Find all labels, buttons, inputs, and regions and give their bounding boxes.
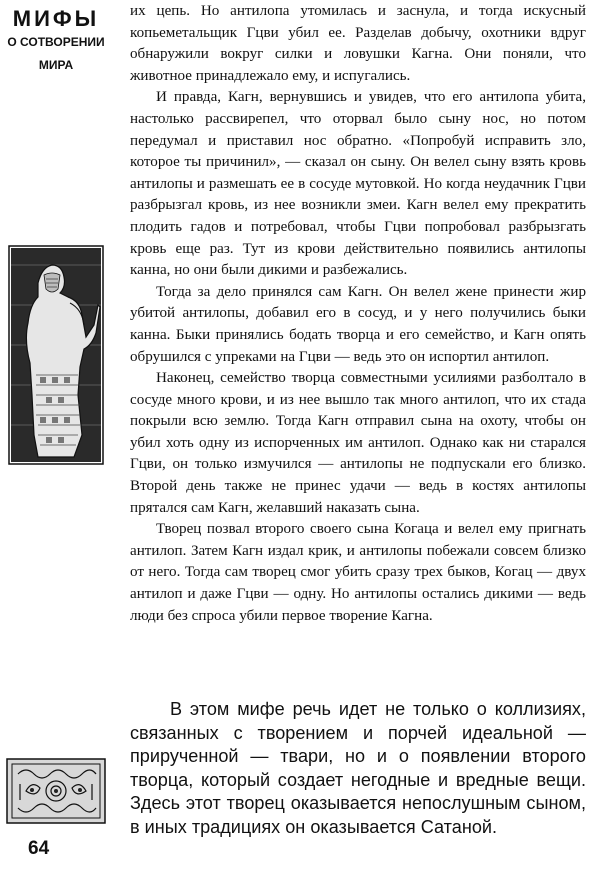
myth-text [130,1,586,627]
standing-figure-relief [8,245,104,465]
paragraph-3: Тогда за дело принялся сам Кагн. Он велел жене принести жир убитой антилопы, добавил его в сосуд, и у него получились быки канна. Быки принялись бодать творца и его семейство, и Кагн опять обрушился с упреками на Гцви — ведь это он испортил антилоп. [130,283,586,365]
paragraph-2: И правда, Кагн, вернувшись и увидев, что его антилопа убита, настолько рассвирепел, что оторвал было сыну нос, но потом передумал и приставил нос обратно. «Попробуй исправить зло, которое ты причинил», — сказал он сыну. Он велел сыну взять кровь антилопы и размешать ее в сосуде мутовкой. Но когда неудачник Гцви разбрызгал кровь, из нее возникли змеи. Кагн велел ему прекратить плодить гадов и потребовал, чтобы Гцви попробовал разбрызгать кровь еще раз. Тут из крови действительно появились антилопы канна, но они были дикими и разбежались. [130,89,586,279]
page-number: 64 [28,838,50,859]
running-title-sub-line1: О СОТВОРЕНИИ [7,35,105,49]
running-title-sub-line2: МИРА [38,58,74,72]
running-title-main: МИФЫ [12,6,100,31]
paragraph-5: Творец позвал второго своего сына Когаца и велел ему пригнать антилоп. Затем Кагн издал крик, и антилопы побежали совсем близко от него. Тогда сам творец смог убить сразу трех быков, Когац — двух антилоп и даже Гцви — одну. Но антилопы остались дикими — ведь люди без спроса убили первое творение Кагна. [130,521,586,624]
ornamental-vignette [6,758,106,824]
paragraph-1: их цепь. Но антилопа утомилась и заснула, и тогда искусный копьеметальщик Гцви убил ее. Разделав добычу, охотники вдруг обнаружили вокруг силки и ловушки Кагна. Они поняли, что животное принадлежало ему, и испугались. [130,3,586,84]
running-title [6,6,106,74]
paragraph-4: Наконец, семейство творца совместными усилиями разболтало в сосуде много крови, и из нее вышло так много антилоп, что их стада покрыли всю землю. Тогда Кагн отправил сына на охоту, чтобы он убил хоть одну из испорченных им антилоп. Однако как ни старался Гцви, он только измучился — антилопы не подпускали его близко. Второй день также не принес удачи — ведь в костях антилопы прятался сам Кагн, желавший наказать сына. [130,370,586,516]
main-text-column [130,0,586,627]
commentary-block [130,698,586,840]
page-sidebar [0,0,118,871]
commentary-text: В этом мифе речь идет не только о коллизиях, связанных с творением и порчей идеальной — прирученной — твари, но и о появлении второго творца, который создает негодные и вредные вещи. Здесь этот творец оказывается непослушным сыном, в иных традициях он оказывается Сатаной. [130,699,586,837]
